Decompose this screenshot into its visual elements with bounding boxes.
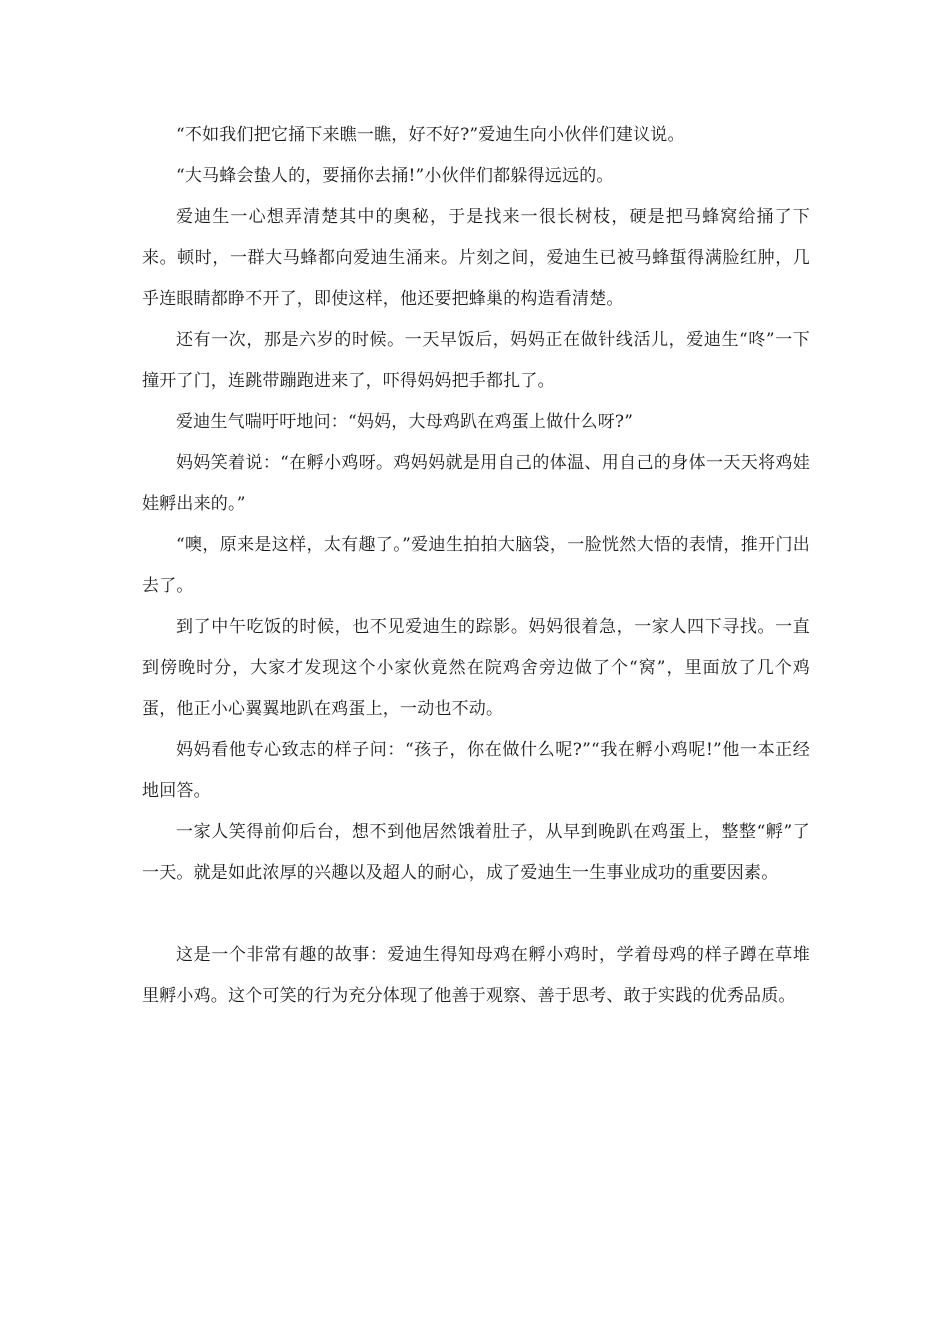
story-paragraph-10: 一家人笑得前仰后台，想不到他居然饿着肚子，从早到晚趴在鸡蛋上，整整“孵”了一天。就是如此浓厚的兴趣以及超人的耐心，成了爱迪生一生事业成功的重要因素。: [142, 822, 810, 883]
section-spacer: [142, 894, 810, 935]
story-paragraph-1: “不如我们把它捅下来瞧一瞧，好不好?”爱迪生向小伙伴们建议说。: [176, 125, 685, 145]
document-body: [142, 115, 810, 1017]
story-paragraph-3: 爱迪生一心想弄清楚其中的奥秘，于是找来一很长树枝，硬是把马蜂窝给捅了下来。顿时，一群大马蜂都向爱迪生涌来。片刻之间，爱迪生已被马蜂蜇得满脸红肿，几乎连眼睛都睁不开了，即使这样，他还要把蜂巢的构造看清楚。: [142, 207, 810, 309]
story-paragraph-9: 妈妈看他专心致志的样子问：“孩子，你在做什么呢?”“我在孵小鸡呢!”他一本正经地回答。: [142, 740, 810, 801]
story-paragraph-4: 还有一次，那是六岁的时候。一天早饭后，妈妈正在做针线活儿，爱迪生“咚”一下撞开了门，连跳带蹦跑进来了，吓得妈妈把手都扎了。: [142, 330, 810, 391]
story-paragraph-5: 爱迪生气喘吁吁地问：“妈妈，大母鸡趴在鸡蛋上做什么呀?”: [176, 412, 634, 432]
summary-paragraph: 这是一个非常有趣的故事：爱迪生得知母鸡在孵小鸡时，学着母鸡的样子蹲在草堆里孵小鸡。这个可笑的行为充分体现了他善于观察、善于思考、敢于实践的优秀品质。: [142, 945, 810, 1006]
story-paragraph-7: “噢，原来是这样，太有趣了。”爱迪生拍拍大脑袋，一脸恍然大悟的表情，推开门出去了。: [142, 535, 810, 596]
story-paragraph-8: 到了中午吃饭的时候，也不见爱迪生的踪影。妈妈很着急，一家人四下寻找。一直到傍晚时分，大家才发现这个小家伙竟然在院鸡舍旁边做了个“窝”，里面放了几个鸡蛋，他正小心翼翼地趴在鸡蛋上，一动也不动。: [142, 617, 810, 719]
story-paragraph-6: 妈妈笑着说：“在孵小鸡呀。鸡妈妈就是用自己的体温、用自己的身体一天天将鸡娃娃孵出来的。”: [142, 453, 810, 514]
story-paragraph-2: “大马蜂会蛰人的，要捅你去捅!”小伙伴们都躲得远远的。: [176, 166, 614, 186]
